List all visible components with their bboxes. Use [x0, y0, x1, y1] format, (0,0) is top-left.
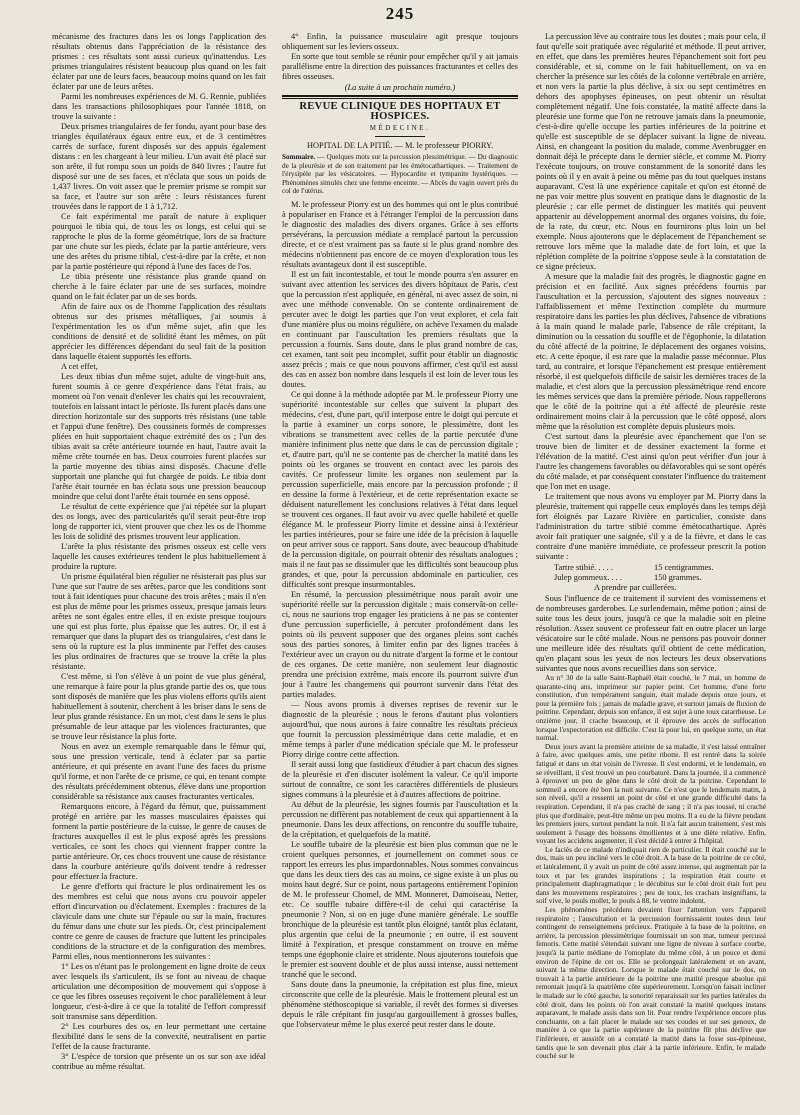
paragraph: Un prisme équilatéral bien régulier ne résisterait pas plus sur l'une que sur l'autre de ses arêtes, parce que les conditions sont tout à fait identiques pour chacune des trois arêtes ; mais il n'en est plus de même pour les prismes osseux, presque jamais leurs arêtes ne sont égales entre elles, il en existe presque toujours une qui est plus forte, plus épaisse que les autres. Or, il est à remarquer que dans la plupart des os triangulaires, c'est dans le sens où la rupture est la plus imminente par l'effet des causes les plus ordinaires de fractures que se trouve la crête la plus résistante. [52, 572, 266, 671]
prescription-item: Tartre stibié. . . . . [554, 563, 613, 572]
continued-note: (La suite à un prochain numéro.) [344, 83, 456, 92]
paragraph: C'est même, si l'on s'élève à un point de vue plus général, une remarque à faire pour la plus grande partie des os, que tous sont disposés de manière que les plus violens efforts qu'ils aient habituellement à soutenir, cherchent à les briser dans le sens de leur plus grande résistance. En un mot, c'est dans le sens le plus présumable de leur attaque par les violences fracturantes, que se trouve leur résistance la plus forte. [52, 672, 266, 741]
paragraph: Sans doute dans la pneumonie, la crépitation est plus fine, mieux circonscrite que celle de la pleurésie. Mais le frottement pleural est un phénomène stéthoscopique si variable, il revêt des formes si diverses depuis le râle crépitant fin jusqu'au gargouillement à grosses bulles, que l'observateur même le plus exercé peut rester dans le doute. [282, 979, 518, 1029]
prescription-item: Julep gommeux. . . . [554, 573, 622, 582]
paragraph: Le résultat de cette expérience que j'ai répétée sur la plupart des os longs, avec des particularités qu'il serait peut-être trop long de rapporter ici, vient prouver que chez les os de l'homme les lois de solidité des prismes trouvent leur application. [52, 502, 266, 541]
paragraph: 4° Enfin, la puissance musculaire agit presque toujours obliquement sur les leviers osseux. [282, 32, 518, 51]
paragraph: 2° Les courbures des os, en leur permettant une certaine flexibilité dans le sens de la convexité, neutralisent en partie l'effet de la cause fracturante. [52, 1022, 266, 1051]
observation-paragraph: Au n° 30 de la salle Saint-Raphaël était couché, le 7 mai, un homme de quarante-cinq ans, imprimeur sur papier peint. Cet homme, d'une forte constitution, d'un tempérament sanguin, était malade depuis onze jours, et pour la première fois ; jamais de maladie grave, et surtout jamais de fluxion de poitrine. Cependant, depuis son enfance, il est sujet à une toux catarrheuse. Le onzième jour, il crache beaucoup, et il éprouve des accès de suffocation lorsque l'expectoration est difficile. C'est là pour lui, en quelque sorte, un état normal. [536, 673, 766, 743]
hospital-professor: — M. le professeur PIORRY. [392, 141, 494, 150]
prescription-row [554, 563, 766, 573]
paragraph: La percussion lève au contraire tous les doutes ; mais pour cela, il faut qu'elle soit pratiquée avec régularité et méthode. Il peut arriver, en effet, que dans les premières heures l'épanchement soit fort peu considérable, et si, comme on le fait habituellement, on va en chercher la présence sur les côtés de la colonne vertébrale en arrière, et non vers la partie la plus déclive, à six ou sept centimètres en dehors des apophyses épineuses, on peut obtenir un résultat complètement négatif. Une fois constatée, la matité affecte dans la pleurésie une forme que l'on ne retrouve jamais dans la pneumonie, c'est-à-dire qu'elle occupe les parties inférieures de la poitrine et qu'elle est susceptible de se déplacer suivant la ligne de niveau. Ainsi, en changeant la position du malade, comme Avenbrugger en donnait déjà le précepte dans le dernier siècle, et comme M. Piorry l'exécute toujours, on trouve constamment de la sonorité dans les points où il y en avait à peine ou même pas du tout quelques instans auparavant. C'est là une expérience capitale et qu'on est étonné de ne pas voir mettre plus souvent en pratique dans le diagnostic de la pleurésie ; car elle permet de distinguer les matités qui peuvent appartenir au développement anormal des organes voisins, du foie, de la rate, du cœur, etc. Nous en fournirons plus loin un bel exemple. Nous ajouterons que le déplacement de l'épanchement se retrouve lors même que la maladie date de fort loin, et que la réplétion complète de la poitrine s'oppose seule à la constatation de ce signe précieux. [536, 32, 766, 271]
divider [282, 95, 518, 97]
paragraph: L'arête la plus résistante des prismes osseux est celle vers laquelle les causes extérieures tendent le plus habituellement à produire la rupture. [52, 542, 266, 571]
paragraph: Ce fait expérimental me paraît de nature à expliquer pourquoi le tibia qui, de tous les os longs, est celui qui se rapproche le plus de la forme géométrique, lors de sa fracture par une chute sur les pieds, éclate par la partie antérieure, vers une des arêtes du prisme tibial, c'est-à-dire par la crête, et non par la partie postérieure qui répond à l'une des faces de l'os. [52, 212, 266, 271]
divider [375, 136, 425, 137]
paragraph: 3° L'espèce de torsion que présente un os sur son axe idéal contribue au même résultat. [52, 1052, 266, 1071]
paragraph: En résumé, la percussion plessimétrique nous paraît avoir une supériorité réelle sur la percussion digitale ; mais conservât-on celle-ci, nous ne saurions trop engager les praticiens à ne pas se contenter d'une percussion superficielle, à percuter profondément dans les points où ils peuvent supposer que des organes pleins sont cachés sous des parties sonores, à limiter enfin par des lignes tracées à l'extérieur avec un crayon ou du nitrate d'argent la forme et le contour de ces organes. De cette manière, non seulement leur diagnostic prendra une précision extrême, mais encore ils pourront suivre d'un jour à l'autre les changemens qui pourront survenir dans l'état des parties malades. [282, 589, 518, 699]
paragraph: C'est surtout dans la pleurésie avec épanchement que l'on se trouve bien de limiter et de dessiner exactement la forme et l'élévation de la matité. C'est ainsi qu'on peut vérifier d'un jour à l'autre les changemens favorables ou défavorables qui se sont opérés du côté malade, et par conséquent constater l'influence du traitement que l'on met en usage. [536, 432, 766, 491]
paragraph: Deux prismes triangulaires de fer fondu, ayant pour base des triangles équilatéraux égaux entre eux, et de 3 centimètres carrés de surface, furent disposés sur des appuis également distans : en les chargeant à leur milieu. L'un avait été placé sur son arête, il fut rompu sous un poids de 840 livres ; l'autre fut disposé sur une de ses faces, et n'éclata que sous un poids de 1,437 livres. On voit assez que le premier prisme se rompit sur sa face, et l'autre sur son arête : leurs résistances furent trouvées dans le rapport de 1 à 1,712. [52, 122, 266, 211]
observation-paragraph: Deux jours avant la première atteinte de sa maladie, il s'est laissé entraîner à faire, avec quelques amis, une petite ribotte. Il est rentré dans la soirée fatigué et dans un état voisin de l'ivresse. Il s'est endormi, et le lendemain, en se réveillant, il s'est trouvé un peu courbaturé. Dans la journée, il a commencé à éprouver un peu de gêne dans le côté droit de la poitrine. Cependant le sommeil a encore été bon la nuit suivante. Ce n'est que le lendemain matin, à son réveil, qu'il a ressenti un point de côté et une grande difficulté dans la respiration. Cependant, il n'a pas craché de sang ; il n'a pas toussé, ni craché plus que d'ordinaire, peut-être même un peu moins. Il a eu de la fièvre pendant les premiers jours, surtout pendant la nuit. Il n'a fait aucun traitement, s'est mis seulement à l'usage des boissons émollientes et à une diète relative. Enfin, voyant les accidens augmenter, il s'est décidé à entrer à l'hôpital. [536, 741, 766, 846]
paragraph: Le traitement que nous avons vu employer par M. Piorry dans la pleurésie, traitement qui rappelle ceux employés dans les temps déjà fort éloignés par Lazare Rivière en particulier, consiste dans l'administration du tartre stibié comme émétocathartique. Après avoir fait pratiquer une saignée, s'il y a de la fièvre, et dans le cas contraire d'une manière immédiate, ce professeur prescrit la potion suivante : [536, 492, 766, 561]
paragraph: Parmi les nombreuses expériences de M. G. Rennie, publiées dans les transactions philosophiques pour l'année 1818, on trouve la suivante : [52, 92, 266, 121]
paragraph: Le souffle tubaire de la pleurésie est bien plus commun que ne le croient quelques personnes, et journellement on commet sous ce rapport les erreurs les plus impardonnables. Nous sommes convaincus que dans les deux tiers des cas au moins, ce signe existe à un plus ou moins haut degré. Sur ce point, nous partageons entièrement l'opinion de M. le professeur Chomel, de MM. Monneret, Damoiseau, Netter, etc. Ce souffle tubaire diffère-t-il de celui qui caractérise la pneumonie ? Non, si on en juge d'une manière générale. Le souffle bronchique de la pleurésie est tantôt plus éloigné, tantôt plus éclatant, plus argentin que celui de la pneumonie ; en outre, il est souvent limité à l'expiration, et presque constamment on trouve en même temps une égophonie claire et stridente. Nous ajouterons toutefois que le premier est souvent double et de plus aussi intense, aussi nettement tranché que le second. [282, 839, 518, 979]
prescription-note: A prendre par cuillerées. [594, 583, 677, 592]
paragraph: A cet effet, [61, 362, 98, 371]
paragraph: Remarquons encore, à l'égard du fémur, que, puissamment protégé en arrière par les masses musculaires épaisses qui forment la partie postérieure de la cuisse, le genre de causes de fractures auxquelles il est le plus exposé après les pressions verticales, ce sont les chocs qui viennent frapper contre la partie antérieure. Or, ces chocs trouvent une cause de résistance dans la courbure antérieure qu'ils doivent tendre à redresser pour effectuer la fracture. [52, 802, 266, 881]
column-middle [282, 32, 518, 1108]
summary-label: Sommaire. [282, 153, 316, 161]
prescription-row [554, 573, 766, 583]
column-right [536, 32, 766, 1108]
section-title: REVUE CLINIQUE DES HOPITAUX ET HOSPICES. [299, 101, 501, 122]
hospital-heading [282, 141, 518, 151]
observation-paragraph: Les phénomènes précédens devaient fixer l'attention vers l'appareil respiratoire ; l'auscultation et la percussion fournissaient toutes deux leur contingent de renseignemens précieux. Pratiquée à la base de la poitrine, en arrière, la percussion plessimétrique fournissait un son mat, tumeur percussi femoris. Cette matité s'étendait suivant une ligne de niveau à surface courbe, jusqu'à la partie médiane de l'omoplate du même côté, à un pouce et demi environ de l'épine de cet os. Elle se prolongeait latéralement et en avant, suivant la même direction. Lorsque le malade était couché sur le dos, on trouvait à la partie antérieure de la poitrine une matité presque absolue qui remontait jusqu'à la quatrième côte supérieurement. Lorsqu'on faisait incliner le malade sur le côté gauche, la sonorité reparaissait sur les parties latérales du côté droit, dans les points où l'on avait constaté la matité quelques instans auparavant, le malade assis dans son lit. Pour rendre l'expérience encore plus concluante, on a fait placer le malade sur ses coudes et sur ses genoux, de manière à ce que la partie supérieure de la poitrine fût plus déclive que l'inférieure, et aussitôt on a constaté la matité dans la fosse sus-épineuse, tandis que le son devenait plus clair à la partie inférieure. Enfin, le malade couché sur le [536, 905, 766, 1061]
paragraph: Il serait aussi long que fastidieux d'étudier à part chacun des signes de la pleurésie et d'en discuter isolément la valeur. Ce qu'il importe surtout de connaître, ce sont les caractères différentiels de plusieurs signes communs à la pleurésie et à d'autres affections de poitrine. [282, 759, 518, 799]
paragraph: Le genre d'efforts qui fracture le plus ordinairement les os des membres est celui que nous avons cru pouvoir appeler effort d'incurvation ou d'éclatement. Exemples : fractures de la clavicule dans une chute sur l'épaule ou sur la main, fractures du fémur dans une chute sur les pieds. Or, c'est principalement contre ce genre de causes de fracture que luttent les principales conditions de la structure et de la configuration des membres. Parmi elles, nous mentionnerons les suivantes : [52, 882, 266, 961]
paragraph: M. le professeur Piorry est un des hommes qui ont le plus contribué à populariser en France et à l'étranger l'emploi de la percussion dans le diagnostic des maladies des divers organes. Grâce à ses efforts persévérans, la percussion médiate a remplacé partout la percussion directe, et ce n'est vraiment pas sa faute si le plus grand nombre des médecins n'obtiennent pas encore de ce moyen d'exploration tous les résultats avantageux dont il est susceptible. [282, 199, 518, 269]
paragraph: En sorte que tout semble se réunir pour empêcher qu'il y ait jamais parallélisme entre la direction des puissances fracturantes et celles des fibres osseuses. [282, 52, 518, 81]
paragraph: Ce qui donne à la méthode adoptée par M. le professeur Piorry une supériorité incontestable sur celles que suivent la plupart des médecins, c'est, d'une part, qu'il interpose entre le doigt qui percute et la partie à examiner un corps sonore, le plessimètre, dont les vibrations se transmettent avec celles de la partie percutée d'une manière infiniment plus nette que dans le cas de percussion digitale ; et, d'autre part, qu'il ne se contente pas de chercher la matité dans les points où les organes se trouvent en contact avec les parois des cavités. Ce professeur limite les organes non seulement par la percussion superficielle, mais encore par la percussion profonde ; il en dessine la forme à l'extérieur, et de cette représentation exacte se déduisent naturellement les conclusions relatives à l'état dans lequel se trouvent ces organes. Il faut avoir vu avec quelle habileté et quelle élégance M. le professeur Piorry limite et dessine ainsi à l'extérieur les parties intérieures, pour se faire une idée de la précision à laquelle on peut arriver sous ce rapport. Sans doute, avec beaucoup d'habitude de la percussion digitale, on pourrait obtenir des résultats analogues ; mais il ne faut pas se dissimuler que les difficultés sont beaucoup plus grandes, et que, pour la percussion abdominale en particulier, ces difficultés sont presque insurmontables. [282, 389, 518, 589]
paragraph: Nous en avez un exemple remarquable dans le fémur qui, sous une pression verticale, tend à éclater par sa partie antérieure, et qui présente en avant l'une des faces du prisme qu'il forme, et non l'arête de ce prisme, ce qui, en tenant compte des résultats précédemment obtenus, élève dans une proportion considérable sa résistance aux causes fracturantes verticales. [52, 742, 266, 801]
divider [282, 98, 518, 99]
summary [282, 153, 518, 196]
prescription-dose: 15 centigrammes. [654, 563, 714, 572]
prescription-dose: 150 grammes. [654, 573, 702, 582]
paragraph: Sous l'influence de ce traitement il survient des vomissemens et de nombreuses garderobes. Le surlendemain, même potion ; ainsi de suite tous les deux jours, jusqu'à ce que la maladie soit en pleine résolution. Assez souvent ce professeur fait en outre placer un large vésicatoire sur le côté malade. Nous ne pensons pas pouvoir donner une meilleure idée des résultats qu'il obtient de cette médication, qu'en plaçant sous les yeux de nos lecteurs les deux observations suivantes que nous avons recueillies dans son service. [536, 594, 766, 673]
paragraph: Le tibia présente une résistance plus grande quand on cherche à le faire éclater par une de ses surfaces, moindre quand on le fait éclater par un de ses bords. [52, 272, 266, 301]
paragraph: — Nous avons promis à diverses reprises de revenir sur le diagnostic de la pleurésie ; nous le ferons d'autant plus volontiers aujourd'hui, que nous aurons à faire connaître les résultats précieux que fournit la percussion plessimétrique dans cette maladie, et en même temps à parler d'une médication spéciale que M. le professeur Piorry dirige contre cette affection. [282, 699, 518, 759]
paragraph: Les deux tibias d'un même sujet, adulte de vingt-huit ans, furent soumis à ce genre d'expérience dans l'état frais, au moment où l'on venait d'enlever les chairs qui les recouvraient, toutefois en laissant intact le périoste. Ils furent placés dans une direction horizontale sur des supports très résistans (une table et l'appui d'une fenêtre). Des coussinets formés de compresses pliées en huit supportaient chaque extrémité des os ; l'un des tibias avait sa crête antérieure tournée en haut, l'autre avait la même crête tournée en bas. Deux courroies furent placées sur la partie moyenne des tibias ainsi disposés. Chacune d'elle supportait une planche qui fut chargée de poids. Le tibia dont l'arête était tournée en bas éclata sous une pression beaucoup moindre que celui dont l'arête était tournée en sens opposé. [52, 372, 266, 501]
column-left [52, 32, 266, 1108]
paragraph: Il est un fait incontestable, et tout le monde pourra s'en assurer en suivant avec attention les services des divers hôpitaux de Paris, c'est que la percussion n'est appliquée, en général, ni avec assez de soin, ni avec une méthode convenable. On se contente ordinairement de percuter avec le doigt les parties que l'on veut explorer, et cela fait d'une manière plus ou moins régulière, on achève l'examen du malade en continuant par l'auscultation les premiers résultats que la percussion a fournis. Sans doute, dans le plus grand nombre de cas, cet examen, tant soit peu incomplet, suffit pour établir un diagnostic assez précis ; mais ce que nous pouvons affirmer, c'est qu'il est aussi des cas en assez bon nombre dans lesquels il est loin de lever tous les doutes. [282, 269, 518, 389]
paragraph: A mesure que la maladie fait des progrès, le diagnostic gagne en précision et en facilité. Aux signes précédens fournis par l'auscultation et la percussion, s'ajoutent des signes nouveaux : l'affaiblissement et même l'extinction complète du murmure respiratoire dans les parties les plus déclives, l'absence de vibrations à la main quand le malade parle, l'absence de râle crépitant, la diminution ou la cessation du souffle et de l'égophonie, la dilatation du côté affecté de la poitrine, le déplacement des organes voisins, etc. A cette époque, il est rare que la maladie passe méconnue. Plus tard, au contraire, et lorsque l'épanchement est presque entièrement résorbé, il est quelquefois difficile de saisir les dernières traces de la maladie, et c'est alors que la percussion plessimétrique rend encore les mêmes services que dans la première période. Nous rappellerons que le côté de la poitrine qui a été affecté de pleurésie reste ordinairement moins clair à la percussion que le côté opposé, alors même que la résolution est complète depuis plusieurs mois. [536, 272, 766, 431]
hospital-name: HOPITAL DE LA PITIÉ. [306, 141, 393, 150]
paragraph: Afin de faire aux os de l'homme l'application des résultats obtenus sur des prismes métalliques, j'ai soumis à l'expérimentation les os d'un même sujet, afin que les conditions de densité et de solidité étant les mêmes, on pût apprécier les différences dépendant du seul fait de la position dans laquelle étaient supportés les efforts. [52, 302, 266, 361]
page-number: 245 [385, 4, 415, 23]
subsection-title: MÉDECINE. [369, 124, 431, 132]
summary-text: — Quelques mots sur la percussion plessimétrique. — Du diagnostic de la pleurésie et de son traitement par les émétocathartiques. — Traitement de l'érysipèle par les vésicatoires. — Hypocardite et tympanite hystériques. — Phénomènes simulés chez une femme enceinte. — Abcès du vagin ouvert près du col de l'utérus. [282, 153, 518, 196]
observation-paragraph: Le faciès de ce malade n'indiquait rien de particulier. Il était couché sur le dos, mais un peu incliné vers le côté droit. A la base de la poitrine de ce côté, et latéralement, il y avait un point de côté assez intense, qui augmentait par la toux et par les grandes inspirations ; la respiration était courte et principalement diaphragmatique ; le décubitus sur le côté droit était fort peu dans les mouvemens respiratoires ; peu de toux, les crachats insignifians, la soif vive, le pouls mollet, le pouls à 88, le ventre indolent. [536, 844, 766, 906]
prescription [554, 563, 766, 593]
paragraph: Au début de la pleurésie, les signes fournis par l'auscultation et la percussion ne diffèrent pas notablement de ceux qui appartiennent à la pneumonie. Dans les deux affections, on rencontre du souffle tubaire, de la crépitation, et quelquefois de la matité. [282, 799, 518, 839]
paragraph: mécanisme des fractures dans les os longs l'application des résultats obtenus dans l'appréciation de la résistance des prismes : ces résultats sont aussi curieux qu'inattendus. Les prismes triangulaires résistent beaucoup plus quand on les fait éclater par une de leurs faces, beaucoup moins quand on les fait éclater par une de leurs arêtes. [52, 32, 266, 91]
paragraph: 1° Les os n'étant pas le prolongement en ligne droite de ceux avec lesquels ils s'articulent, ils se font au niveau de chaque articulation une décomposition de mouvement qui s'oppose à ce que les fibres osseuses reçoivent le choc parallèlement à leur longueur, c'est-à-dire à ce que la totalité de l'effort compressif soit transmise sans déperdition. [52, 962, 266, 1021]
